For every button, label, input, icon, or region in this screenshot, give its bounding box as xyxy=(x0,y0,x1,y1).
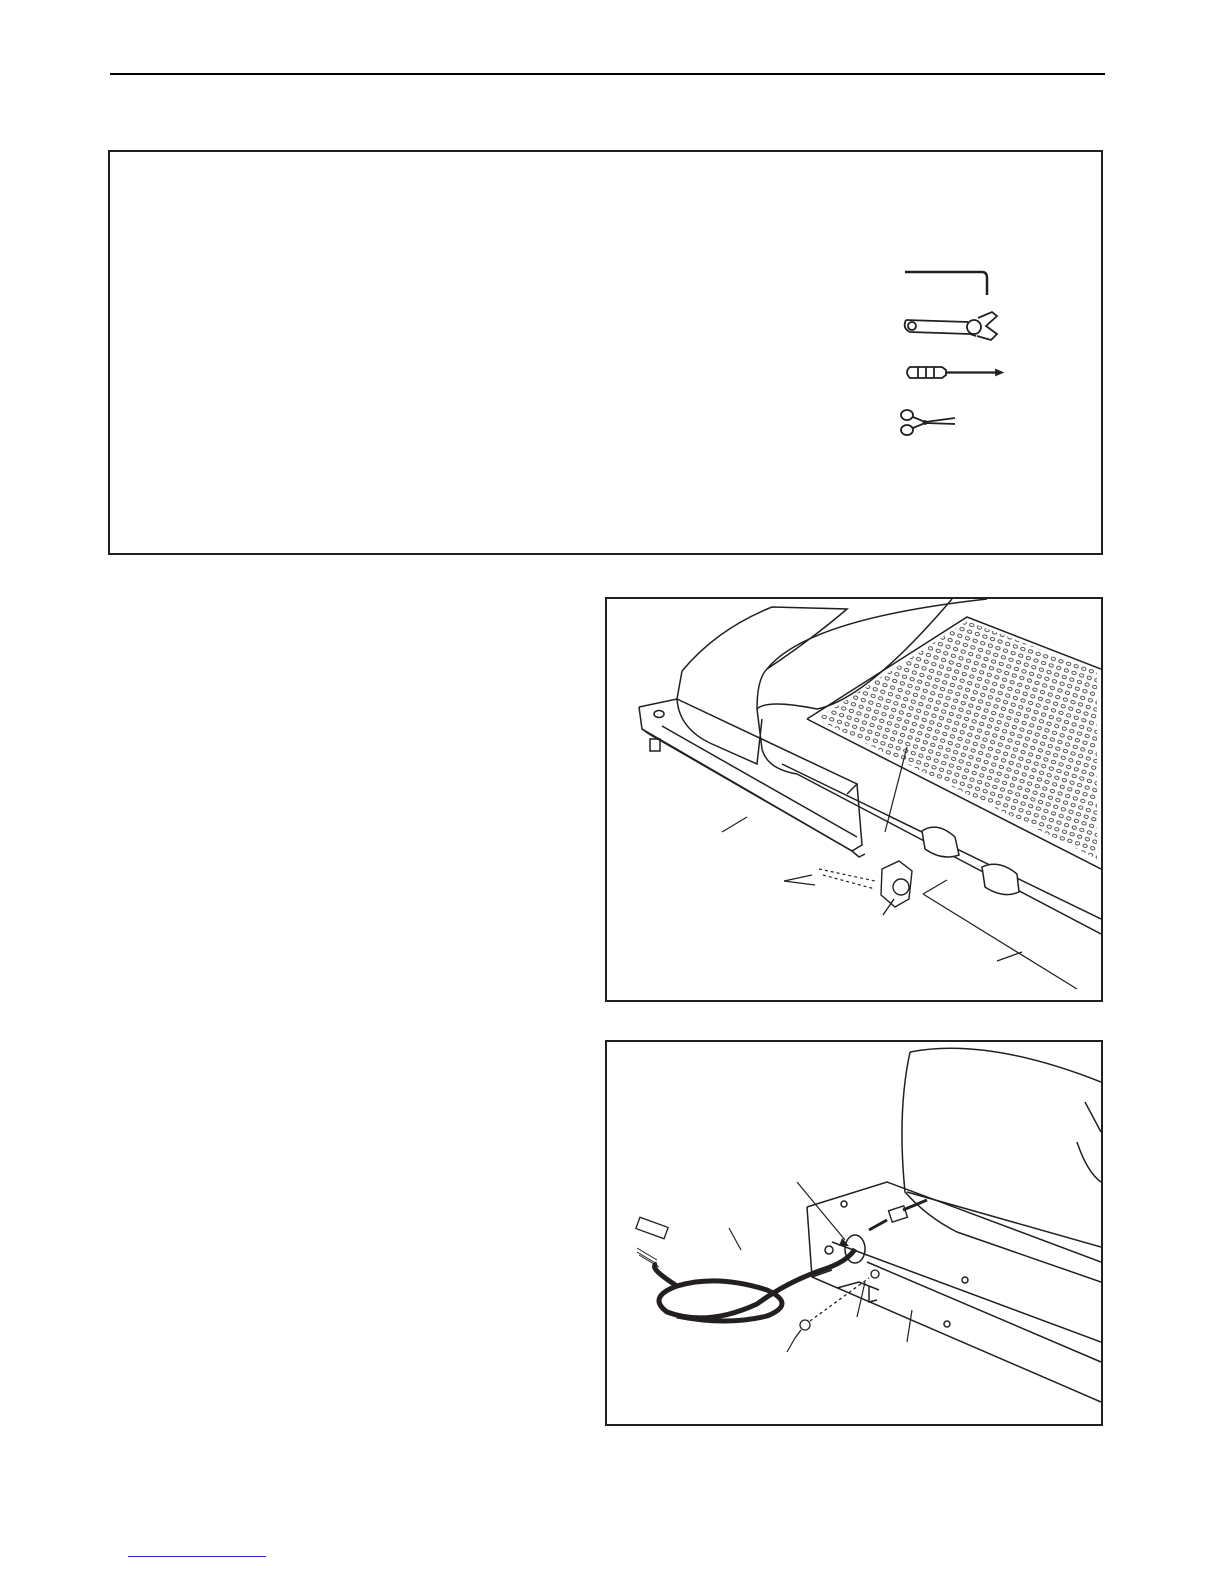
base-frame xyxy=(807,1182,1101,1402)
wire-clip xyxy=(869,1200,927,1230)
figure-1-illustration xyxy=(607,599,1101,1000)
motor-hood xyxy=(902,1048,1101,1282)
figure-2 xyxy=(605,1040,1103,1426)
allen-wrench-icon xyxy=(905,272,987,295)
screw-and-star-washer xyxy=(795,1270,879,1338)
figure-2-illustration xyxy=(607,1042,1101,1424)
leader-lines xyxy=(729,1182,912,1352)
footer-link-underline[interactable] xyxy=(128,1556,266,1557)
scissors-icon xyxy=(901,410,955,435)
header-rule xyxy=(110,73,1105,75)
rollers xyxy=(922,827,1019,894)
figure-1 xyxy=(605,597,1103,1002)
adjustable-wrench-icon xyxy=(905,312,997,340)
screw-guides xyxy=(819,869,875,889)
tools-box xyxy=(108,150,1103,555)
connector-block xyxy=(881,861,912,915)
phillips-screwdriver-icon xyxy=(907,367,1002,378)
perforated-panel xyxy=(817,621,1097,859)
wire-harness xyxy=(636,1217,855,1321)
tools-illustration xyxy=(110,152,1105,557)
